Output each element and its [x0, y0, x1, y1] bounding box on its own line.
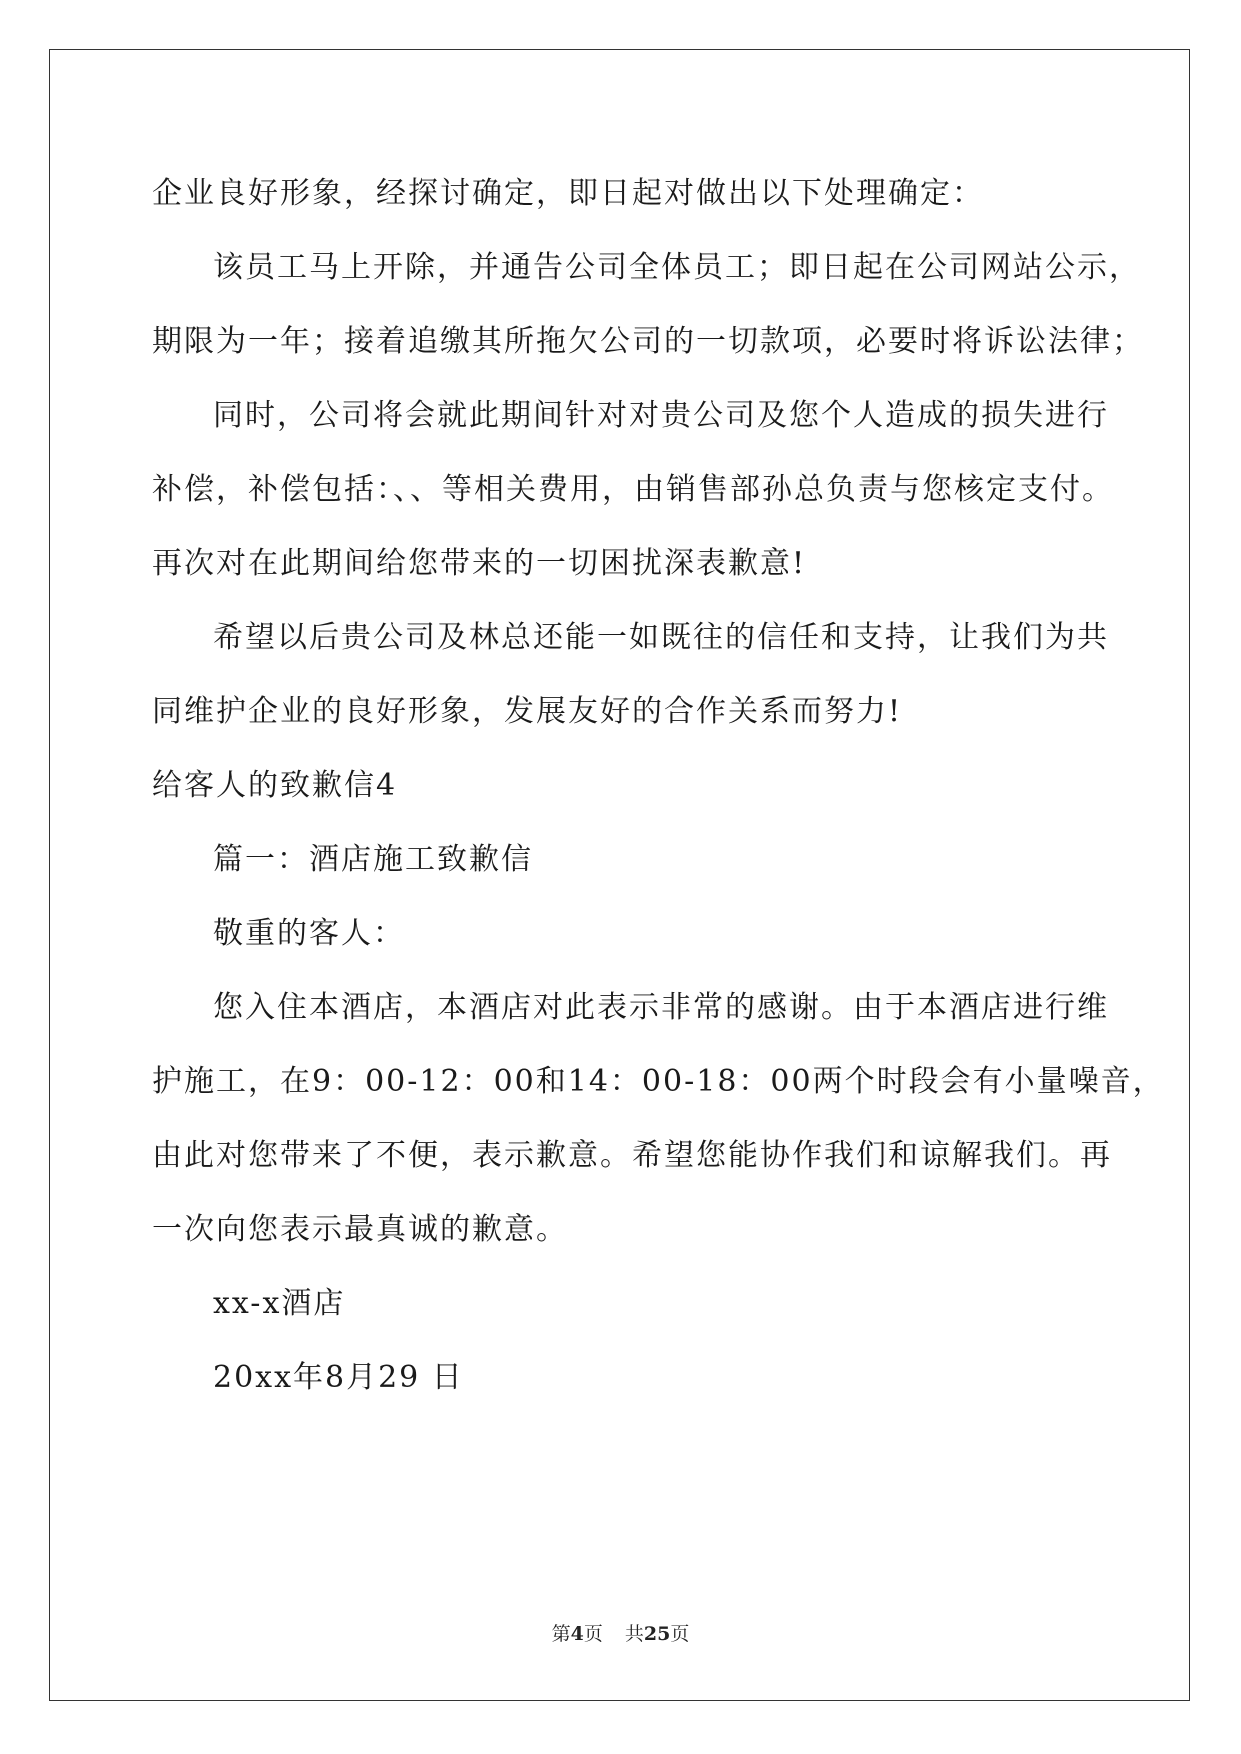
- text-line-8: 同维护企业的良好形象，发展友好的合作关系而努力!: [152, 694, 903, 729]
- text-line-13: 护施工，在9：00-12：00和14：00-18：00两个时段会有小量噪音，: [152, 1064, 1165, 1099]
- page-prefix: 第: [551, 1623, 571, 1645]
- text-line-12: 您入住本酒店，本酒店对此表示非常的感谢。由于本酒店进行维: [213, 990, 1109, 1025]
- text-line-5: 补偿，补偿包括：、、等相关费用，由销售部孙总负责与您核定支付。: [152, 472, 1114, 507]
- text-line-6: 再次对在此期间给您带来的一切困扰深表歉意!: [152, 546, 807, 581]
- salutation: 敬重的客人：: [213, 916, 405, 951]
- text-line-1: 企业良好形象，经探讨确定，即日起对做出以下处理确定：: [152, 176, 984, 211]
- total-pages: 25: [643, 1623, 671, 1645]
- text-line-3: 期限为一年；接着追缴其所拖欠公司的一切款项，必要时将诉讼法律；: [152, 324, 1144, 359]
- page-suffix: 页: [583, 1623, 603, 1645]
- page-number: 4: [570, 1623, 584, 1645]
- subsection-heading: 篇一：酒店施工致歉信: [213, 842, 533, 877]
- page-footer: [0, 1622, 1241, 1646]
- section-heading: 给客人的致歉信4: [152, 768, 398, 803]
- text-line-7: 希望以后贵公司及林总还能一如既往的信任和支持，让我们为共: [213, 620, 1109, 655]
- signature: xx-x酒店: [213, 1286, 346, 1321]
- total-prefix: 共: [624, 1623, 644, 1645]
- text-line-14: 由此对您带来了不便，表示歉意。希望您能协作我们和谅解我们。再: [152, 1138, 1112, 1173]
- text-line-4: 同时，公司将会就此期间针对对贵公司及您个人造成的损失进行: [213, 398, 1109, 433]
- text-line-2: 该员工马上开除，并通告公司全体员工；即日起在公司网站公示，: [213, 250, 1141, 285]
- total-suffix: 页: [670, 1623, 690, 1645]
- text-line-15: 一次向您表示最真诚的歉意。: [152, 1212, 568, 1247]
- date-line: 20xx年8月29 日: [213, 1360, 464, 1395]
